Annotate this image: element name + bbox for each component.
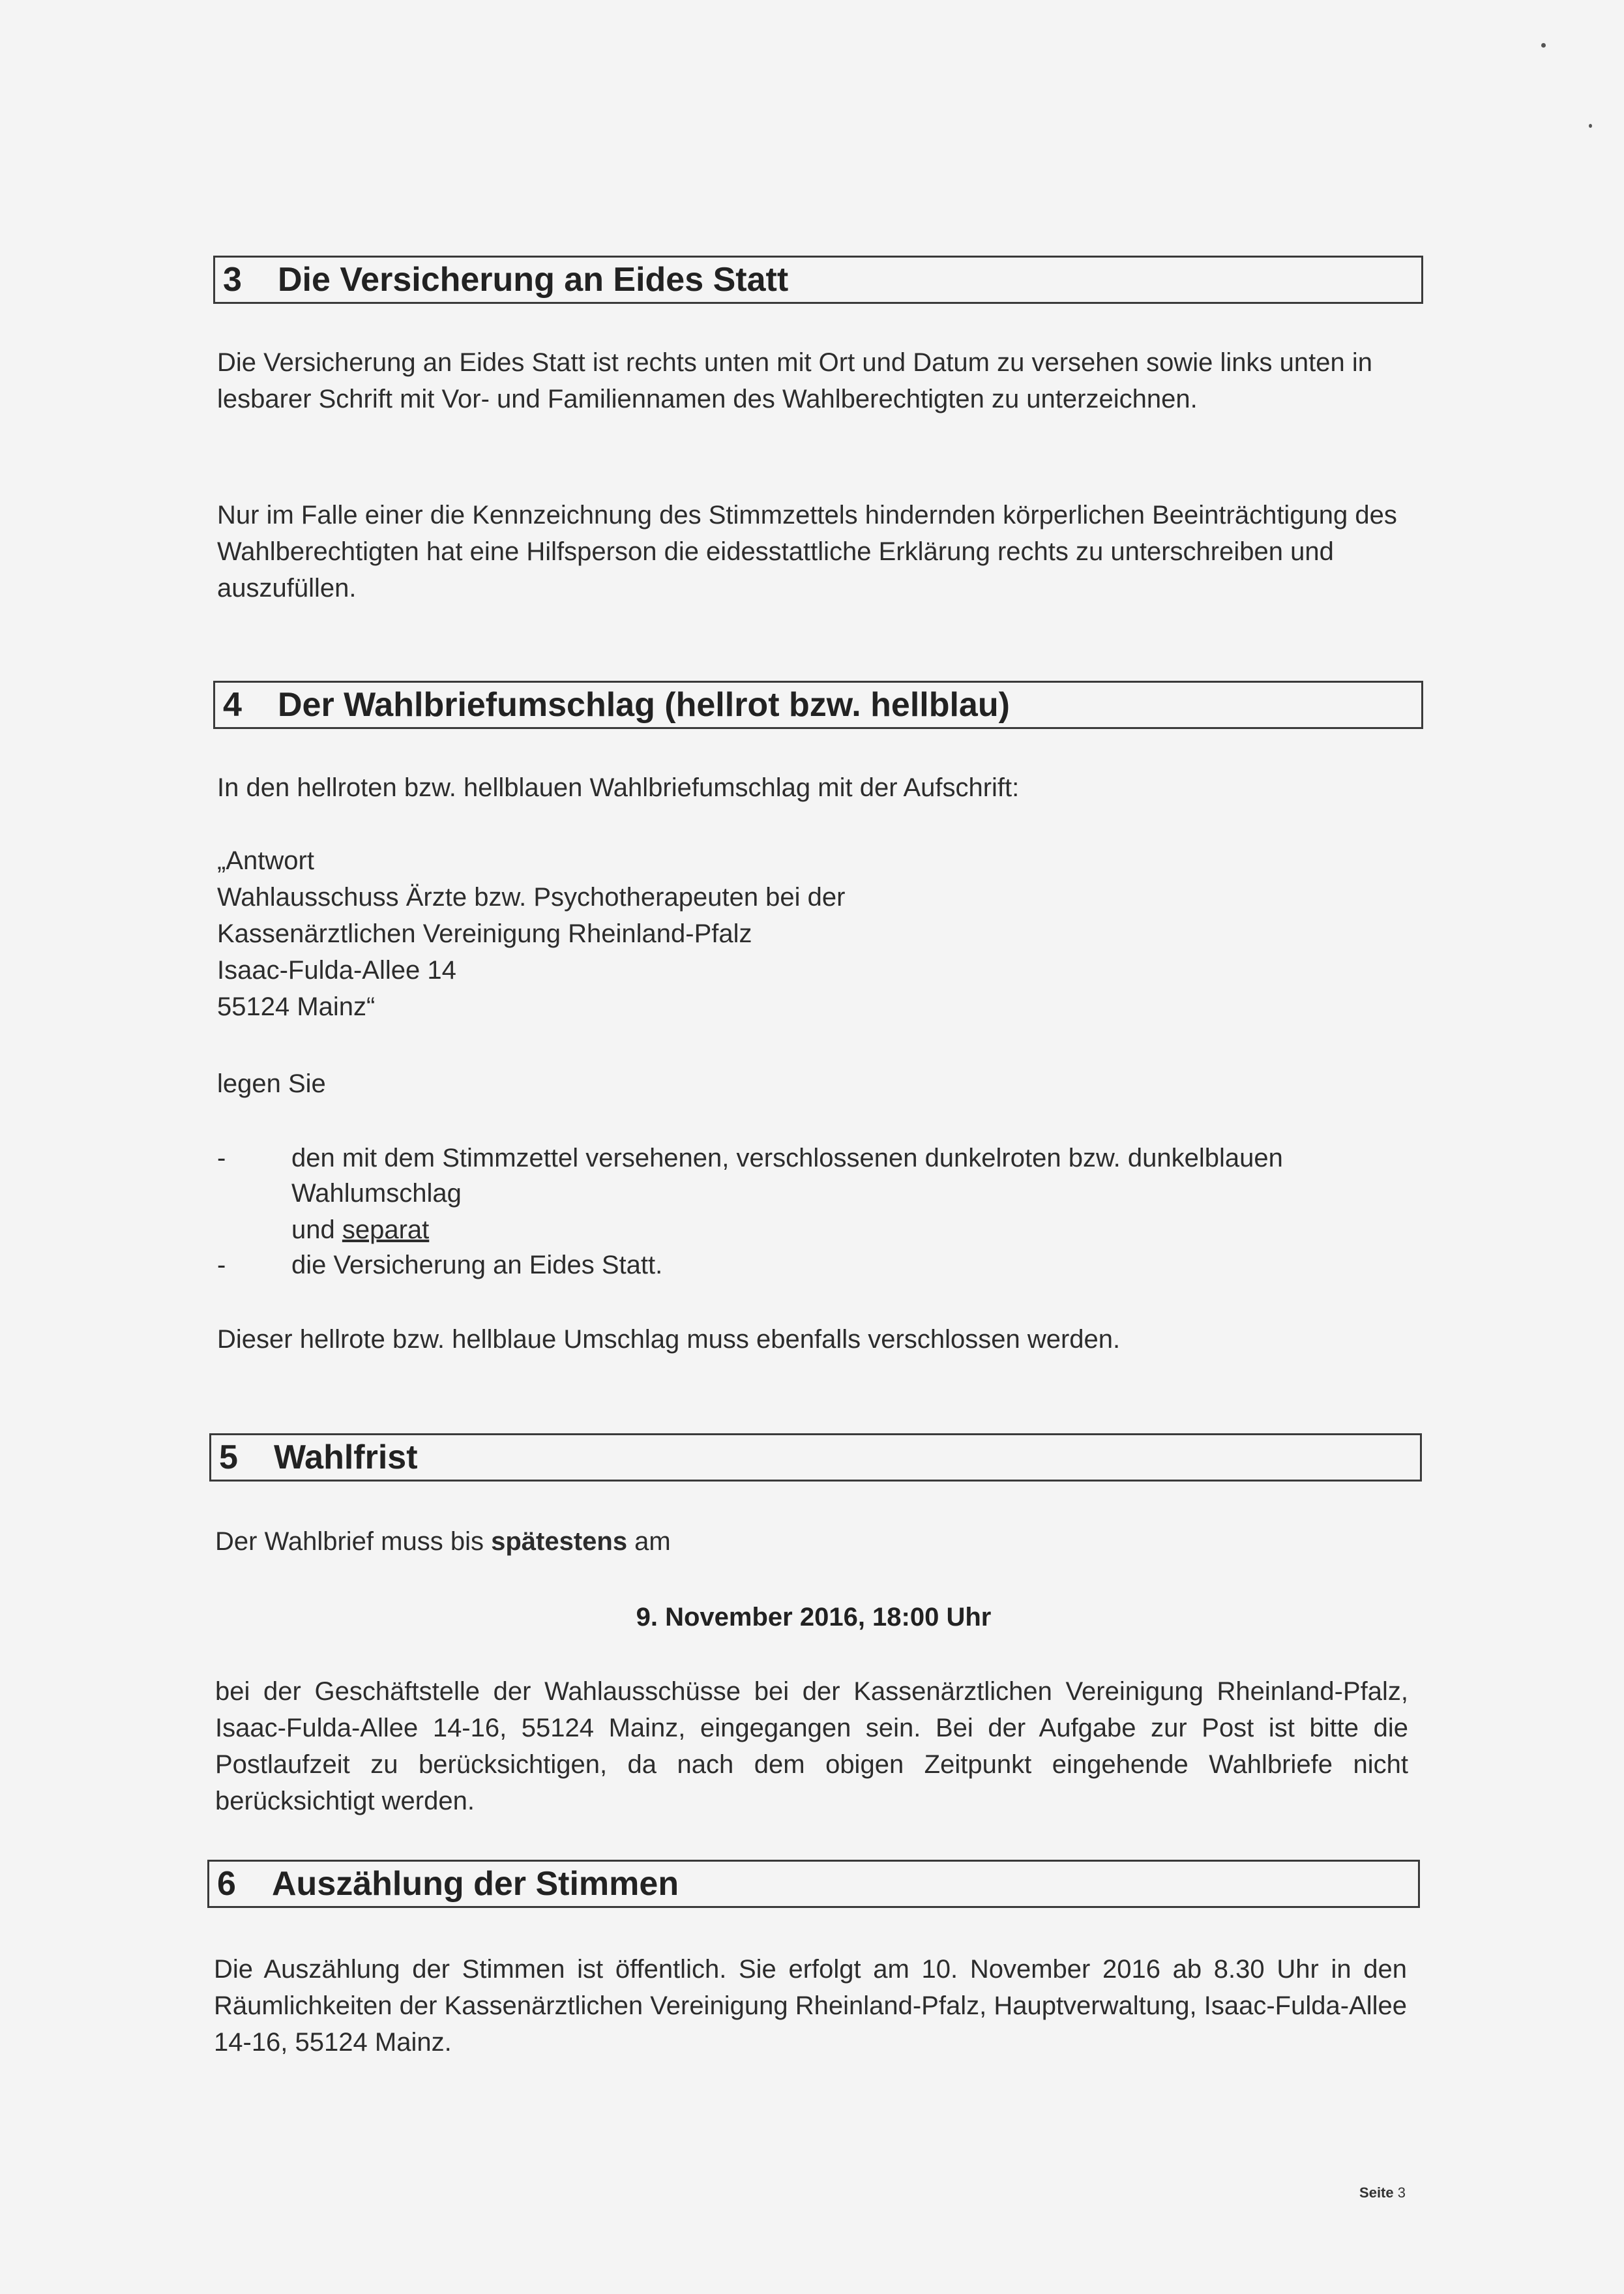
intro-pre: Der Wahlbrief muss bis: [215, 1527, 492, 1556]
section-3-paragraph-1: Die Versicherung an Eides Statt ist rechts unten mit Ort und Datum zu versehen sowie links unten in lesbarer Schrift mit Vor- und Familiennamen des Wahlberechtigten zu unterzeichnen.: [217, 348, 1372, 413]
section-3-heading: [213, 256, 1423, 304]
legen-sie-text: legen Sie: [217, 1069, 326, 1098]
page-label: Seite: [1359, 2184, 1394, 2201]
address-line: Isaac-Fulda-Allee 14: [217, 956, 456, 985]
list-item-1-line-1: den mit dem Stimmzettel versehenen, verschlossenen dunkelroten bzw. dunkelblauen: [291, 1144, 1283, 1172]
section-6-body: Die Auszählung der Stimmen ist öffentlich. Sie erfolgt am 10. November 2016 ab 8.30 Uhr in den Räumlichkeiten der Kassenärztlichen Vereinigung Rheinland-Pfalz, Hauptverwaltung, Isaac-Fulda-Allee 14-16, 55124 Mainz.: [214, 1955, 1407, 2057]
section-title: Wahlfrist: [274, 1438, 418, 1476]
address-line: Kassenärztlichen Vereinigung Rheinland-Pfalz: [217, 919, 752, 948]
scan-speck: [1589, 124, 1592, 128]
scan-speck: [1541, 43, 1546, 48]
und-text: und: [291, 1215, 342, 1244]
section-title: Auszählung der Stimmen: [272, 1865, 679, 1903]
section-6-heading: [207, 1860, 1420, 1908]
section-5-intro: [215, 1523, 671, 1560]
section-number: 6: [217, 1865, 236, 1903]
section-3-paragraph-2: Nur im Falle einer die Kennzeichnung des Stimmzettels hindernden körperlichen Beeinträchtigung des Wahlberechtigten hat eine Hilfsperson die eidesstattliche Erklärung rechts zu unterschreiben und auszufüllen.: [217, 501, 1397, 603]
address-line: „Antwort: [217, 846, 314, 875]
section-number: 5: [219, 1438, 238, 1476]
separat-text: separat: [342, 1215, 430, 1244]
list-dash: -: [217, 1251, 226, 1279]
section-4-heading: [213, 681, 1423, 729]
intro-bold: spätestens: [491, 1527, 628, 1556]
list-item-2: die Versicherung an Eides Statt.: [291, 1251, 663, 1279]
address-line: 55124 Mainz“: [217, 992, 376, 1021]
address-line: Wahlausschuss Ärzte bzw. Psychotherapeuten bei der: [217, 883, 846, 912]
section-5-body: bei der Geschäftstelle der Wahlausschüsse bei der Kassenärztlichen Vereinigung Rheinland-Pfalz, Isaac-Fulda-Allee 14-16, 55124 Mainz, eingegangen sein. Bei der Aufgabe zur Post ist bitte die Postlaufzeit zu berücksichtigen, da nach dem obigen Zeitpunkt eingehende Wahlbriefe nicht berücksichtigt werden.: [215, 1677, 1408, 1815]
intro-post: am: [627, 1527, 671, 1556]
page-number-value: 3: [1397, 2184, 1406, 2201]
section-title: Der Wahlbriefumschlag (hellrot bzw. hellblau): [278, 686, 1010, 724]
section-5-heading: [209, 1433, 1422, 1482]
section-title: Die Versicherung an Eides Statt: [278, 261, 789, 299]
page-number: [1359, 2184, 1406, 2201]
und-separat-line: [291, 1212, 429, 1248]
section-number: 3: [223, 261, 242, 299]
deadline-date: 9. November 2016, 18:00 Uhr: [636, 1603, 992, 1631]
section-4-intro: In den hellroten bzw. hellblauen Wahlbriefumschlag mit der Aufschrift:: [217, 773, 1020, 802]
section-number: 4: [223, 686, 242, 724]
section-4-closing: Dieser hellrote bzw. hellblaue Umschlag muss ebenfalls verschlossen werden.: [217, 1325, 1121, 1354]
list-item-1-line-2: Wahlumschlag: [291, 1179, 462, 1208]
list-dash: -: [217, 1144, 226, 1172]
